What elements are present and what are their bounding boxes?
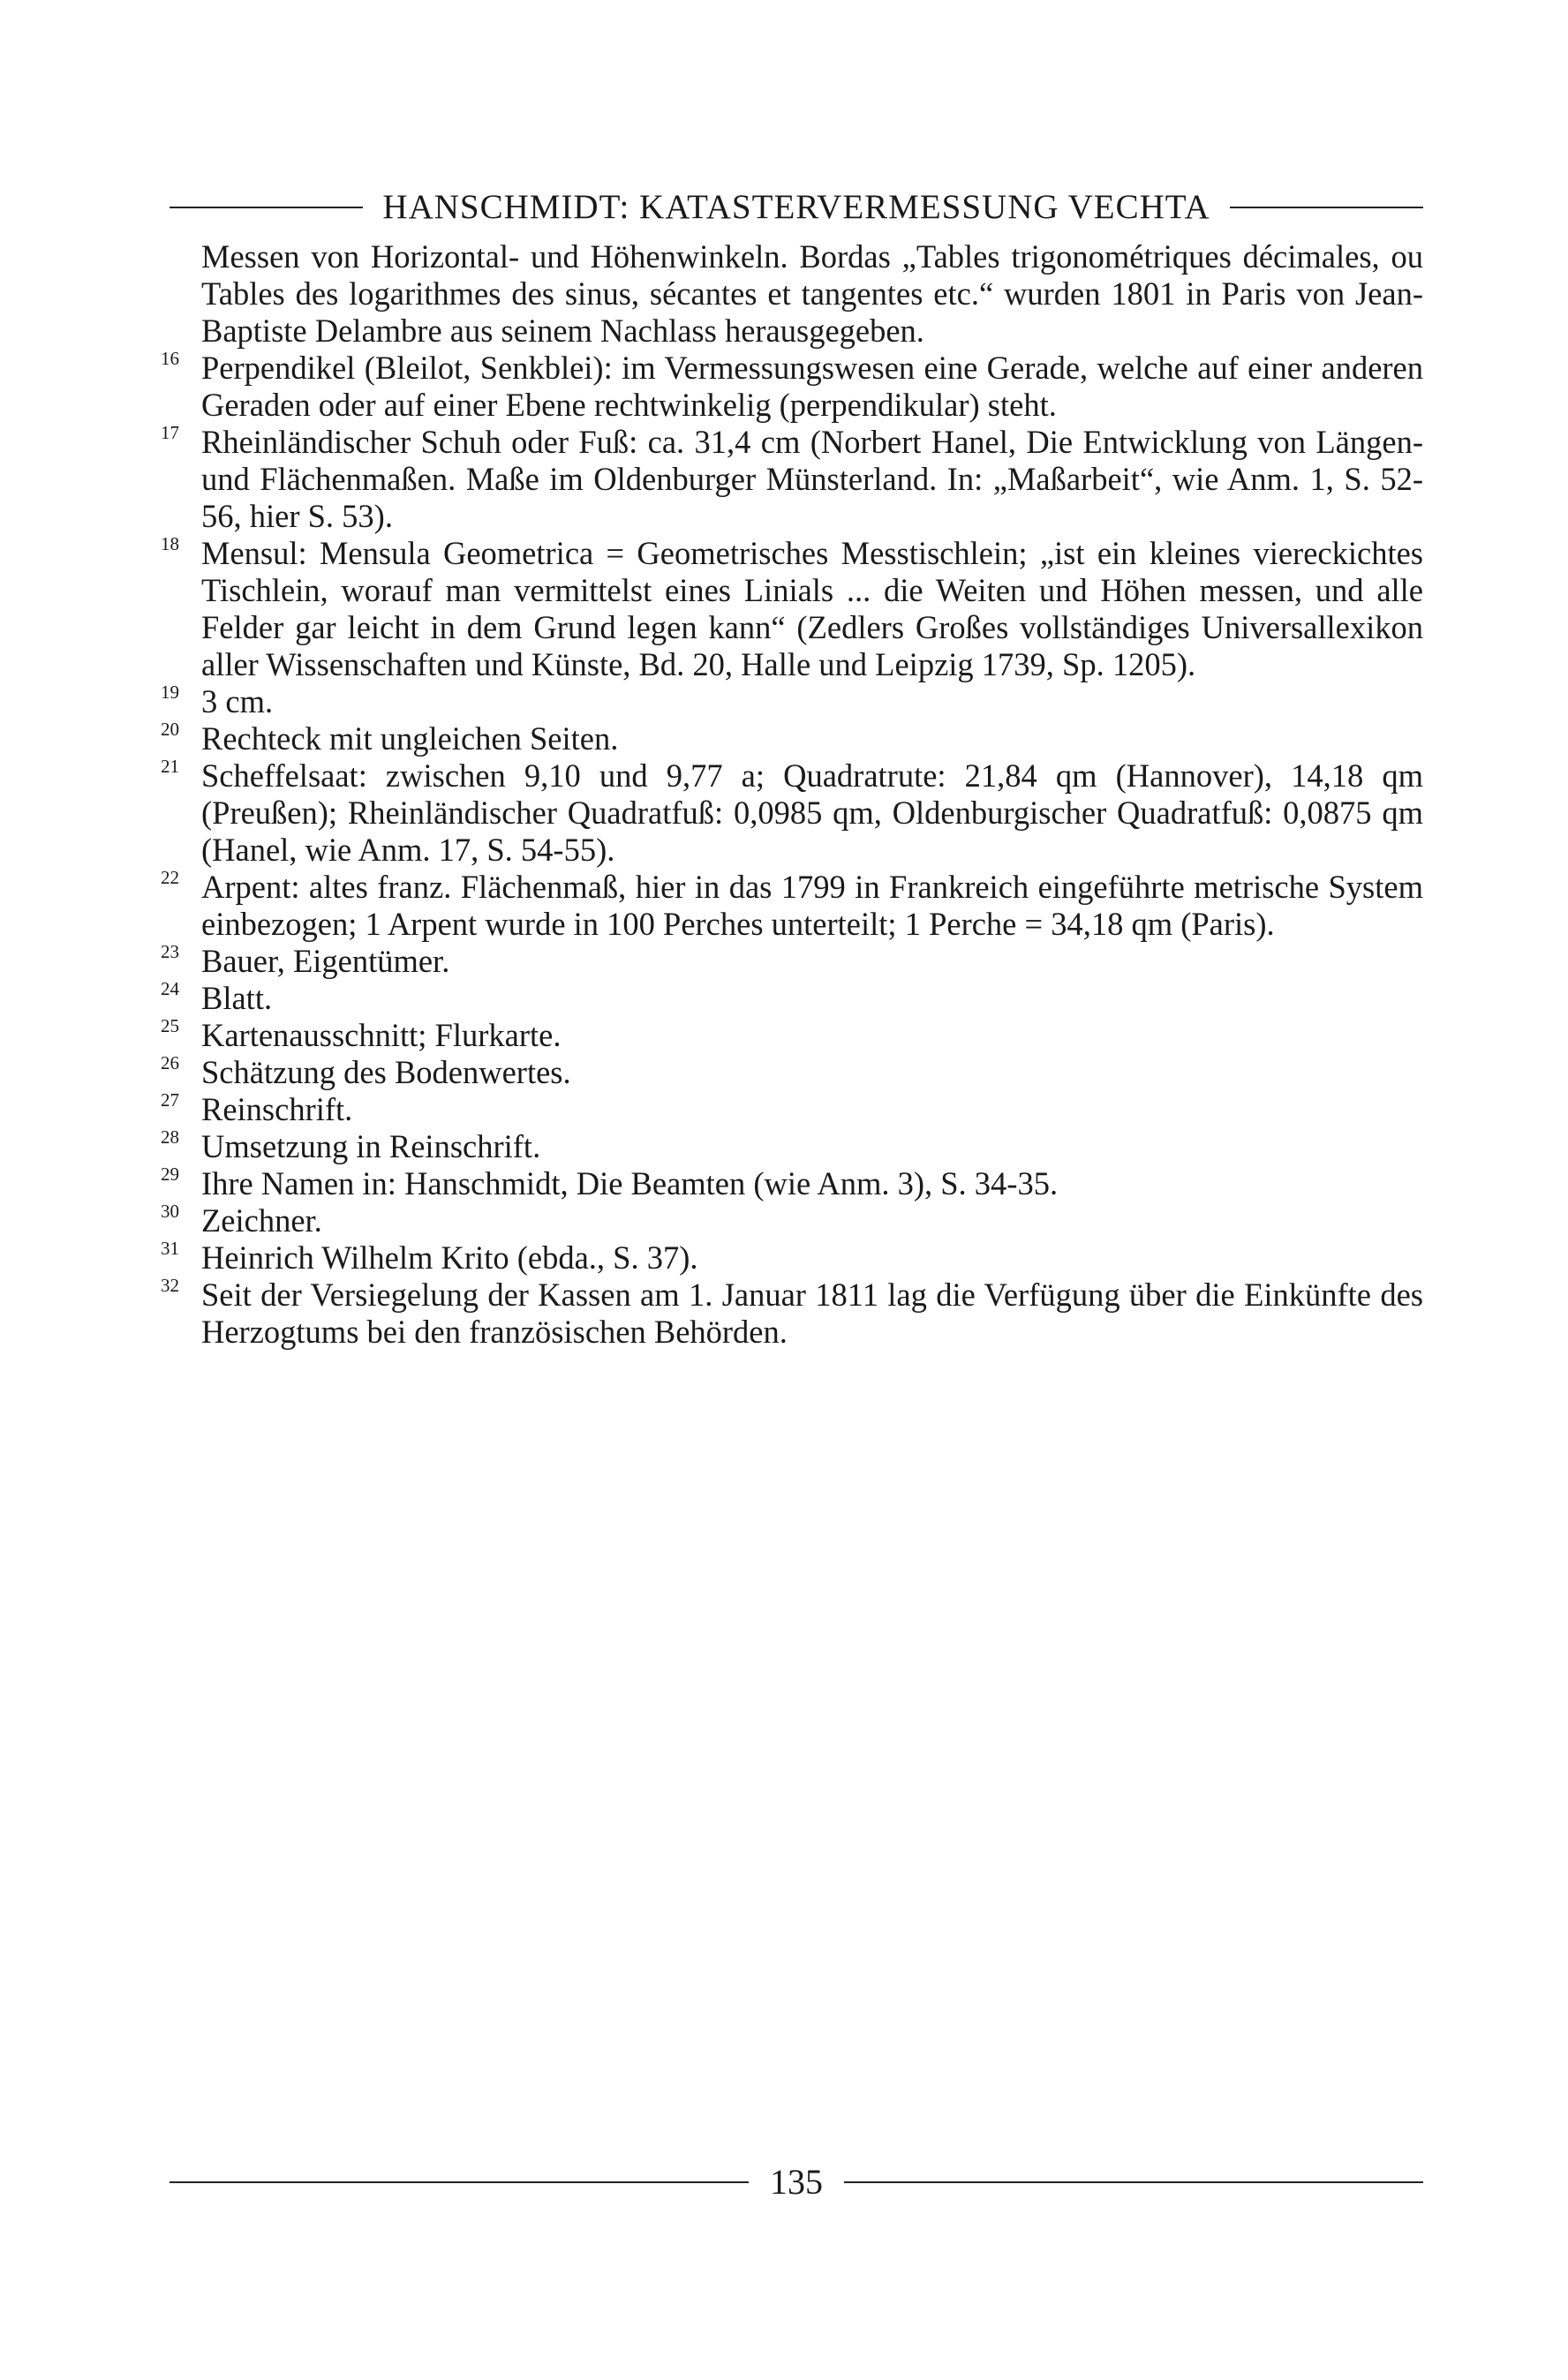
footnote-31	[161, 1238, 1423, 1277]
footnote-27	[161, 1089, 1423, 1128]
footnote-text: Perpendikel (Bleilot, Senkblei): im Vermessungswesen eine Gerade, welche auf einer anderen Geraden oder auf einer Ebene rechtwinkelig (perpendikular) steht.	[201, 350, 1423, 423]
footnote-25	[161, 1015, 1423, 1054]
header-rule-left	[170, 207, 363, 208]
footnote-number: 21	[161, 756, 179, 777]
footnote-text: Kartenausschnitt; Flurkarte.	[201, 1017, 562, 1053]
footnote-text: Heinrich Wilhelm Krito (ebda., S. 37).	[201, 1239, 698, 1276]
footnote-text: Mensul: Mensula Geometrica = Geometrisches Messtischlein; „ist ein kleines viereckichtes Tischlein, worauf man vermittelst eines Linials ... die Weiten und Höhen messen, und alle Felder gar leicht in dem Grund legen kann“ (Zedlers Großes vollständiges Universallexikon aller Wissenschaften und Künste, Bd. 20, Halle und Leipzig 1739, Sp. 1205).	[201, 535, 1423, 682]
footnote-22	[161, 867, 1423, 943]
footnote-17	[161, 422, 1423, 535]
footnote-26	[161, 1052, 1423, 1091]
footnote-text: Reinschrift.	[201, 1091, 353, 1127]
footnote-number: 20	[161, 719, 179, 740]
footnote-text: Bauer, Eigentümer.	[201, 943, 450, 979]
footnote-30	[161, 1201, 1423, 1239]
footnote-text: Scheffelsaat: zwischen 9,10 und 9,77 a; Quadratrute: 21,84 qm (Hannover), 14,18 qm (Preußen); Rheinländischer Quadratfuß: 0,0985 qm, Oldenburgischer Quadratfuß: 0,0875 qm (Hanel, wie Anm. 17, S. 54-55).	[201, 757, 1423, 868]
footnote-number: 18	[161, 533, 179, 554]
footnote-number: 16	[161, 348, 179, 369]
footnote-number: 30	[161, 1201, 179, 1222]
footnote-number: 29	[161, 1164, 179, 1185]
footnote-20	[161, 719, 1423, 757]
footnote-18	[161, 533, 1423, 683]
footnote-text: Arpent: altes franz. Flächenmaß, hier in das 1799 in Frankreich eingeführte metrische System einbezogen; 1 Arpent wurde in 100 Perches unterteilt; 1 Perche = 34,18 qm (Paris).	[201, 869, 1423, 942]
footnote-text: Messen von Horizontal- und Höhenwinkeln. Bordas „Tables trigonométriques décimales, ou Tables des logarithmes des sinus, sécantes et tangentes etc.“ wurden 1801 in Paris von Jean-Baptiste Delambre aus seinem Nachlass herausgegeben.	[201, 238, 1423, 349]
footnote-number: 23	[161, 941, 179, 962]
footnote-number: 27	[161, 1089, 179, 1111]
footnote-number: 26	[161, 1052, 179, 1073]
footnote-text: Seit der Versiegelung der Kassen am 1. Januar 1811 lag die Verfügung über die Einkünfte des Herzogtums bei den französischen Behörden.	[201, 1277, 1423, 1350]
footnote-28	[161, 1126, 1423, 1165]
footnote-16	[161, 348, 1423, 424]
footnote-32	[161, 1275, 1423, 1351]
footnote-text: Rechteck mit ungleichen Seiten.	[201, 720, 619, 757]
footnote-24	[161, 978, 1423, 1017]
footer-rule-right	[844, 2181, 1423, 2183]
footnote-text: Blatt.	[201, 980, 273, 1016]
footnote-continued	[177, 238, 1423, 350]
footer-rule-left	[170, 2181, 749, 2183]
footnote-text: Umsetzung in Reinschrift.	[201, 1128, 541, 1164]
running-header-title: HANSCHMIDT: KATASTERVERMESSUNG VECHTA	[382, 188, 1210, 226]
footnote-number: 32	[161, 1275, 179, 1296]
footnote-number: 25	[161, 1015, 179, 1036]
page-footer	[170, 2161, 1423, 2203]
footnote-number: 24	[161, 978, 179, 999]
page-number: 135	[770, 2162, 823, 2202]
footnote-21	[161, 756, 1423, 869]
header-rule-right	[1230, 207, 1423, 208]
footnote-number: 28	[161, 1126, 179, 1148]
footnote-text: Zeichner.	[201, 1202, 322, 1239]
footnote-text: Ihre Namen in: Hanschmidt, Die Beamten (wie Anm. 3), S. 34-35.	[201, 1165, 1059, 1201]
footnote-number: 31	[161, 1238, 179, 1259]
footnote-number: 22	[161, 867, 179, 888]
footnotes	[161, 238, 1423, 1351]
footnote-19	[161, 682, 1423, 720]
footnote-29	[161, 1164, 1423, 1202]
footnote-text: Rheinländischer Schuh oder Fuß: ca. 31,4 cm (Norbert Hanel, Die Entwicklung von Längen- und Flächenmaßen. Maße im Oldenburger Münsterland. In: „Maßarbeit“, wie Anm. 1, S. 52-56, hier S. 53).	[201, 424, 1423, 534]
footnote-number: 17	[161, 422, 179, 443]
footnote-text: Schätzung des Bodenwertes.	[201, 1054, 571, 1090]
footnote-23	[161, 941, 1423, 980]
running-header	[170, 187, 1423, 227]
footnote-number: 19	[161, 682, 179, 703]
footnote-text: 3 cm.	[201, 683, 274, 719]
